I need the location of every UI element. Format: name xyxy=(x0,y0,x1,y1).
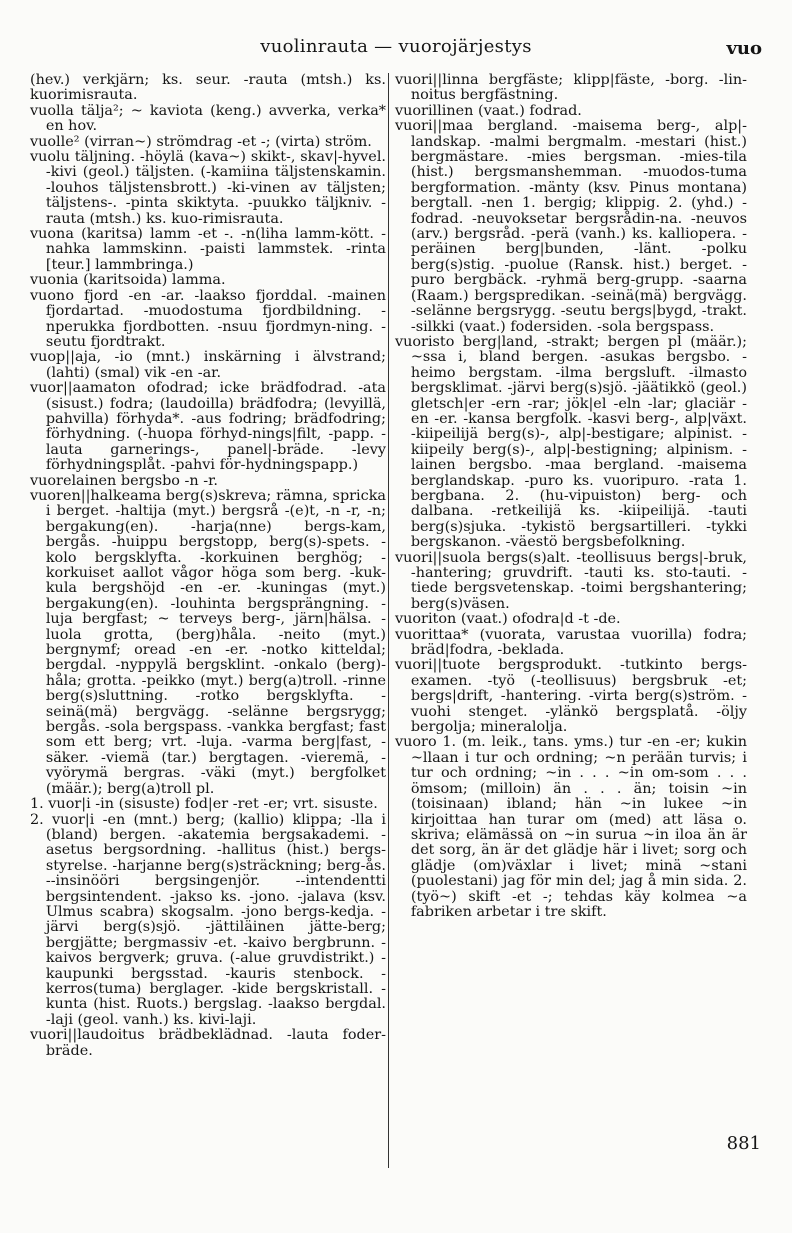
dictionary-entry: (hev.) verkjärn; ks. seur. -rauta (mtsh.) ks. kuorimisrauta. xyxy=(30,72,386,104)
guide-word: vuo xyxy=(726,38,762,59)
dictionary-entry: vuonia (karitsoida) lamma. xyxy=(30,272,226,289)
dictionary-entry: vuoro 1. (m. leik., tans. yms.) tur -en -er; kukin ~llaan i tur och ordning; ~n perään turvis; i tur och ordning; ~in . . . ~in om-som . . . ömsom; (milloin) än . . . än; toisin ~in (toisinaan) ibland; hän ~in lukee ~in kirjoittaa han turar om (med) att läsa o. skriva; elämässä on ~in surua ~in iloa än är det sorg, än är det glädje här i livet; sorg och glädje (om)växlar i livet; minä ~stani (puolestani) jag för min del; jag å min sida. 2. (työ~) skift -et -; tehdas käy kolmea ~a fabriken arbetar i tre skift. xyxy=(395,734,747,920)
dictionary-entry: vuolu täljning. -höylä (kava~) skikt-, skav|-hyvel. -kivi (geol.) täljsten. (-kamiina täljstenskamin. -louhos täljstensbrott.) -ki-vinen av täljsten; täljstens-. -pinta skiktyta. -puukko täljkniv. -rauta (mtsh.) ks. kuo-rimisrauta. xyxy=(30,149,386,227)
dictionary-entry: vuori||linna bergfäste; klipp|fäste, -borg. -lin-noitus bergfästning. xyxy=(395,72,747,104)
left-column xyxy=(30,73,386,1059)
dictionary-entry: vuorittaa* (vuorata, varustaa vuorilla) fodra; bräd|fodra, -beklada. xyxy=(395,626,747,659)
dictionary-entry: vuori||suola bergs(s)alt. -teollisuus bergs|-bruk, -hantering; gruvdrift. -tauti ks. sto-tauti. -tiede bergsvetenskap. -toimi bergshantering; berg(s)väsen. xyxy=(395,549,747,612)
dictionary-entry: vuor||aamaton ofodrad; icke brädfodrad. -ata (sisust.) fodra; (laudoilla) brädfodra; (levyillä, pahvilla) förhyda*. -aus fodring; brädfodring; förhydning. (-huopa förhyd-nings|filt, -papp. -lauta garnerings-, panel|-bräde. -levy förhydningsplåt. -pahvi för-hydningspapp.) xyxy=(30,380,386,474)
dictionary-entry: vuolle² (virran~) strömdrag -et -; (virta) ström. xyxy=(30,133,372,150)
dictionary-entry: vuoriton (vaat.) ofodra|d -t -de. xyxy=(395,611,621,628)
running-header: vuolinrauta — vuorojärjestys xyxy=(260,36,532,57)
page-number: 881 xyxy=(726,1133,761,1154)
dictionary-entry: vuorillinen (vaat.) fodrad. xyxy=(395,102,582,119)
dictionary-entry: 2. vuor|i -en (mnt.) berg; (kallio) klippa; -lla i (bland) bergen. -akatemia bergsakademi. -asetus bergsordning. -hallitus (hist.) bergs-styrelse. -harjanne berg(s)sträckning; berg-ås. --insinööri bergsingenjör. --intendentti bergsintendent. -jakso ks. -jono. -jalava (ksv. Ulmus scabra) skogsalm. -jono bergs-kedja. -järvi berg(s)sjö. -jättiläinen jätte-berg; bergjätte; bergmassiv -et. -kaivo bergbrunn. -kaivos bergverk; gruva. (-alue gruvdistrikt.) -kaupunki bergsstad. -kauris stenbock. -kerros(tuma) berglager. -kide bergskristall. -kunta (hist. Ruots.) bergslag. -laakso bergdal. -laji (geol. vanh.) ks. kivi-laji. xyxy=(30,811,386,1028)
right-column xyxy=(395,73,747,920)
dictionary-entry: vuona (karitsa) lamm -et -. -n(liha lamm-kött. -nahka lammskinn. -paisti lammstek. -rinta [teur.] lammbringa.) xyxy=(30,226,386,273)
dictionary-entry: vuori||tuote bergsprodukt. -tutkinto bergs-examen. -työ (-teollisuus) bergsbruk -et; bergs|drift, -hantering. -virta berg(s)ström. -vuohi stenget. -ylänkö bergsplatå. -öljy bergolja; mineralolja. xyxy=(395,657,747,736)
column-divider xyxy=(388,73,389,1168)
dictionary-entry: vuori||maa bergland. -maisema berg-, alp|-landskap. -malmi bergmalm. -mestari (hist.) bergmästare. -mies bergsman. -mies-tila (hist.) bergsmanshemman. -muodos-tuma bergformation. -mänty (ksv. Pinus montana) bergtall. -nen 1. bergig; klippig. 2. (yhd.) -fodrad. -neuvoksetar bergsrådin-na. -neuvos (arv.) bergsråd. -perä (vanh.) ks. kalliopera. -peräinen berg|bunden, -länt. -polku berg(s)stig. -puolue (Ransk. hist.) berget. -puro bergbäck. -ryhmä berg-grupp. -saarna (Raam.) bergspredikan. -seinä(mä) bergvägg. -selänne bergsrygg. -seutu bergs|bygd, -trakt. -silkki (vaat.) fodersiden. -sola bergspass. xyxy=(395,118,747,335)
dictionary-entry: vuori||laudoitus brädbeklädnad. -lauta foder-bräde. xyxy=(30,1027,386,1059)
dictionary-entry: vuoristo berg|land, -strakt; bergen pl (määr.); ~ssa i, bland bergen. -asukas bergsbo. -heimo bergstam. -ilma bergsluft. -ilmasto bergsklimat. -järvi berg(s)sjö. -jäätikkö (geol.) gletsch|er -ern -rar; jök|el -eln -lar; glaciär -en -er. -kansa bergfolk. -kasvi berg-, alp|växt. -kiipeilijä berg(s)-, alp|-bestigare; alpinist. -kiipeily berg(s)-, alp|-bestigning; alpinism. -lainen bergsbo. -maa bergland. -maisema berglandskap. -puro ks. vuoripuro. -rata 1. bergbana. 2. (hu-vipuiston) berg- och dalbana. -retkeilijä ks. -kiipeilijä. -tauti berg(s)sjuka. -tykistö bergsartilleri. -tykki bergskanon. -väestö bergsbefolkning. xyxy=(395,333,747,551)
dictionary-entry: vuoren||halkeama berg(s)skreva; rämna, spricka i berget. -haltija (myt.) bergsrå -(e)t, -n -r, -n; bergakung(en). -harja(nne) bergs-kam, bergås. -huippu bergstopp, berg(s)-spets. -kolo bergsklyfta. -korkuinen berghög; -korkuiset aallot vågor höga som berg. -kuk-kula bergshöjd -en -er. -kuningas (myt.) bergakung(en). -louhinta bergsprängning. -luja bergfast; ~ terveys berg-, järn|hälsa. -luola grotta, (berg)håla. -neito (myt.) bergnymf; oread -en -er. -notko kitteldal; bergdal. -nyppylä bergsklint. -onkalo (berg)-håla; grotta. -peikko (myt.) berg(a)troll. -rinne berg(s)sluttning. -rotko bergsklyfta. -seinä(mä) bergvägg. -selänne bergsrygg; bergås. -sola bergspass. -vankka bergfast; fast som ett berg; vrt. -luja. -varma berg|fast, -säker. -viemä (tar.) bergtagen. -vieremä, -vyörymä bergras. -väki (myt.) bergfolket (määr.); berg(a)troll pl. xyxy=(30,487,386,797)
dictionary-entry: vuop||aja, -io (mnt.) inskärning i älvstrand; (lahti) (smal) vik -en -ar. xyxy=(30,349,386,381)
dictionary-entry: vuono fjord -en -ar. -laakso fjorddal. -mainen fjordartad. -muodostuma fjordbildning. -nperukka fjordbotten. -nsuu fjordmyn-ning. -seutu fjordtrakt. xyxy=(30,287,386,350)
dictionary-entry: vuorelainen bergsbo -n -r. xyxy=(30,472,218,489)
dictionary-entry: 1. vuor|i -in (sisuste) fod|er -ret -er; vrt. sisuste. xyxy=(30,796,378,813)
dictionary-entry: vuolla tälja²; ~ kaviota (keng.) avverka, verka* en hov. xyxy=(30,102,386,135)
